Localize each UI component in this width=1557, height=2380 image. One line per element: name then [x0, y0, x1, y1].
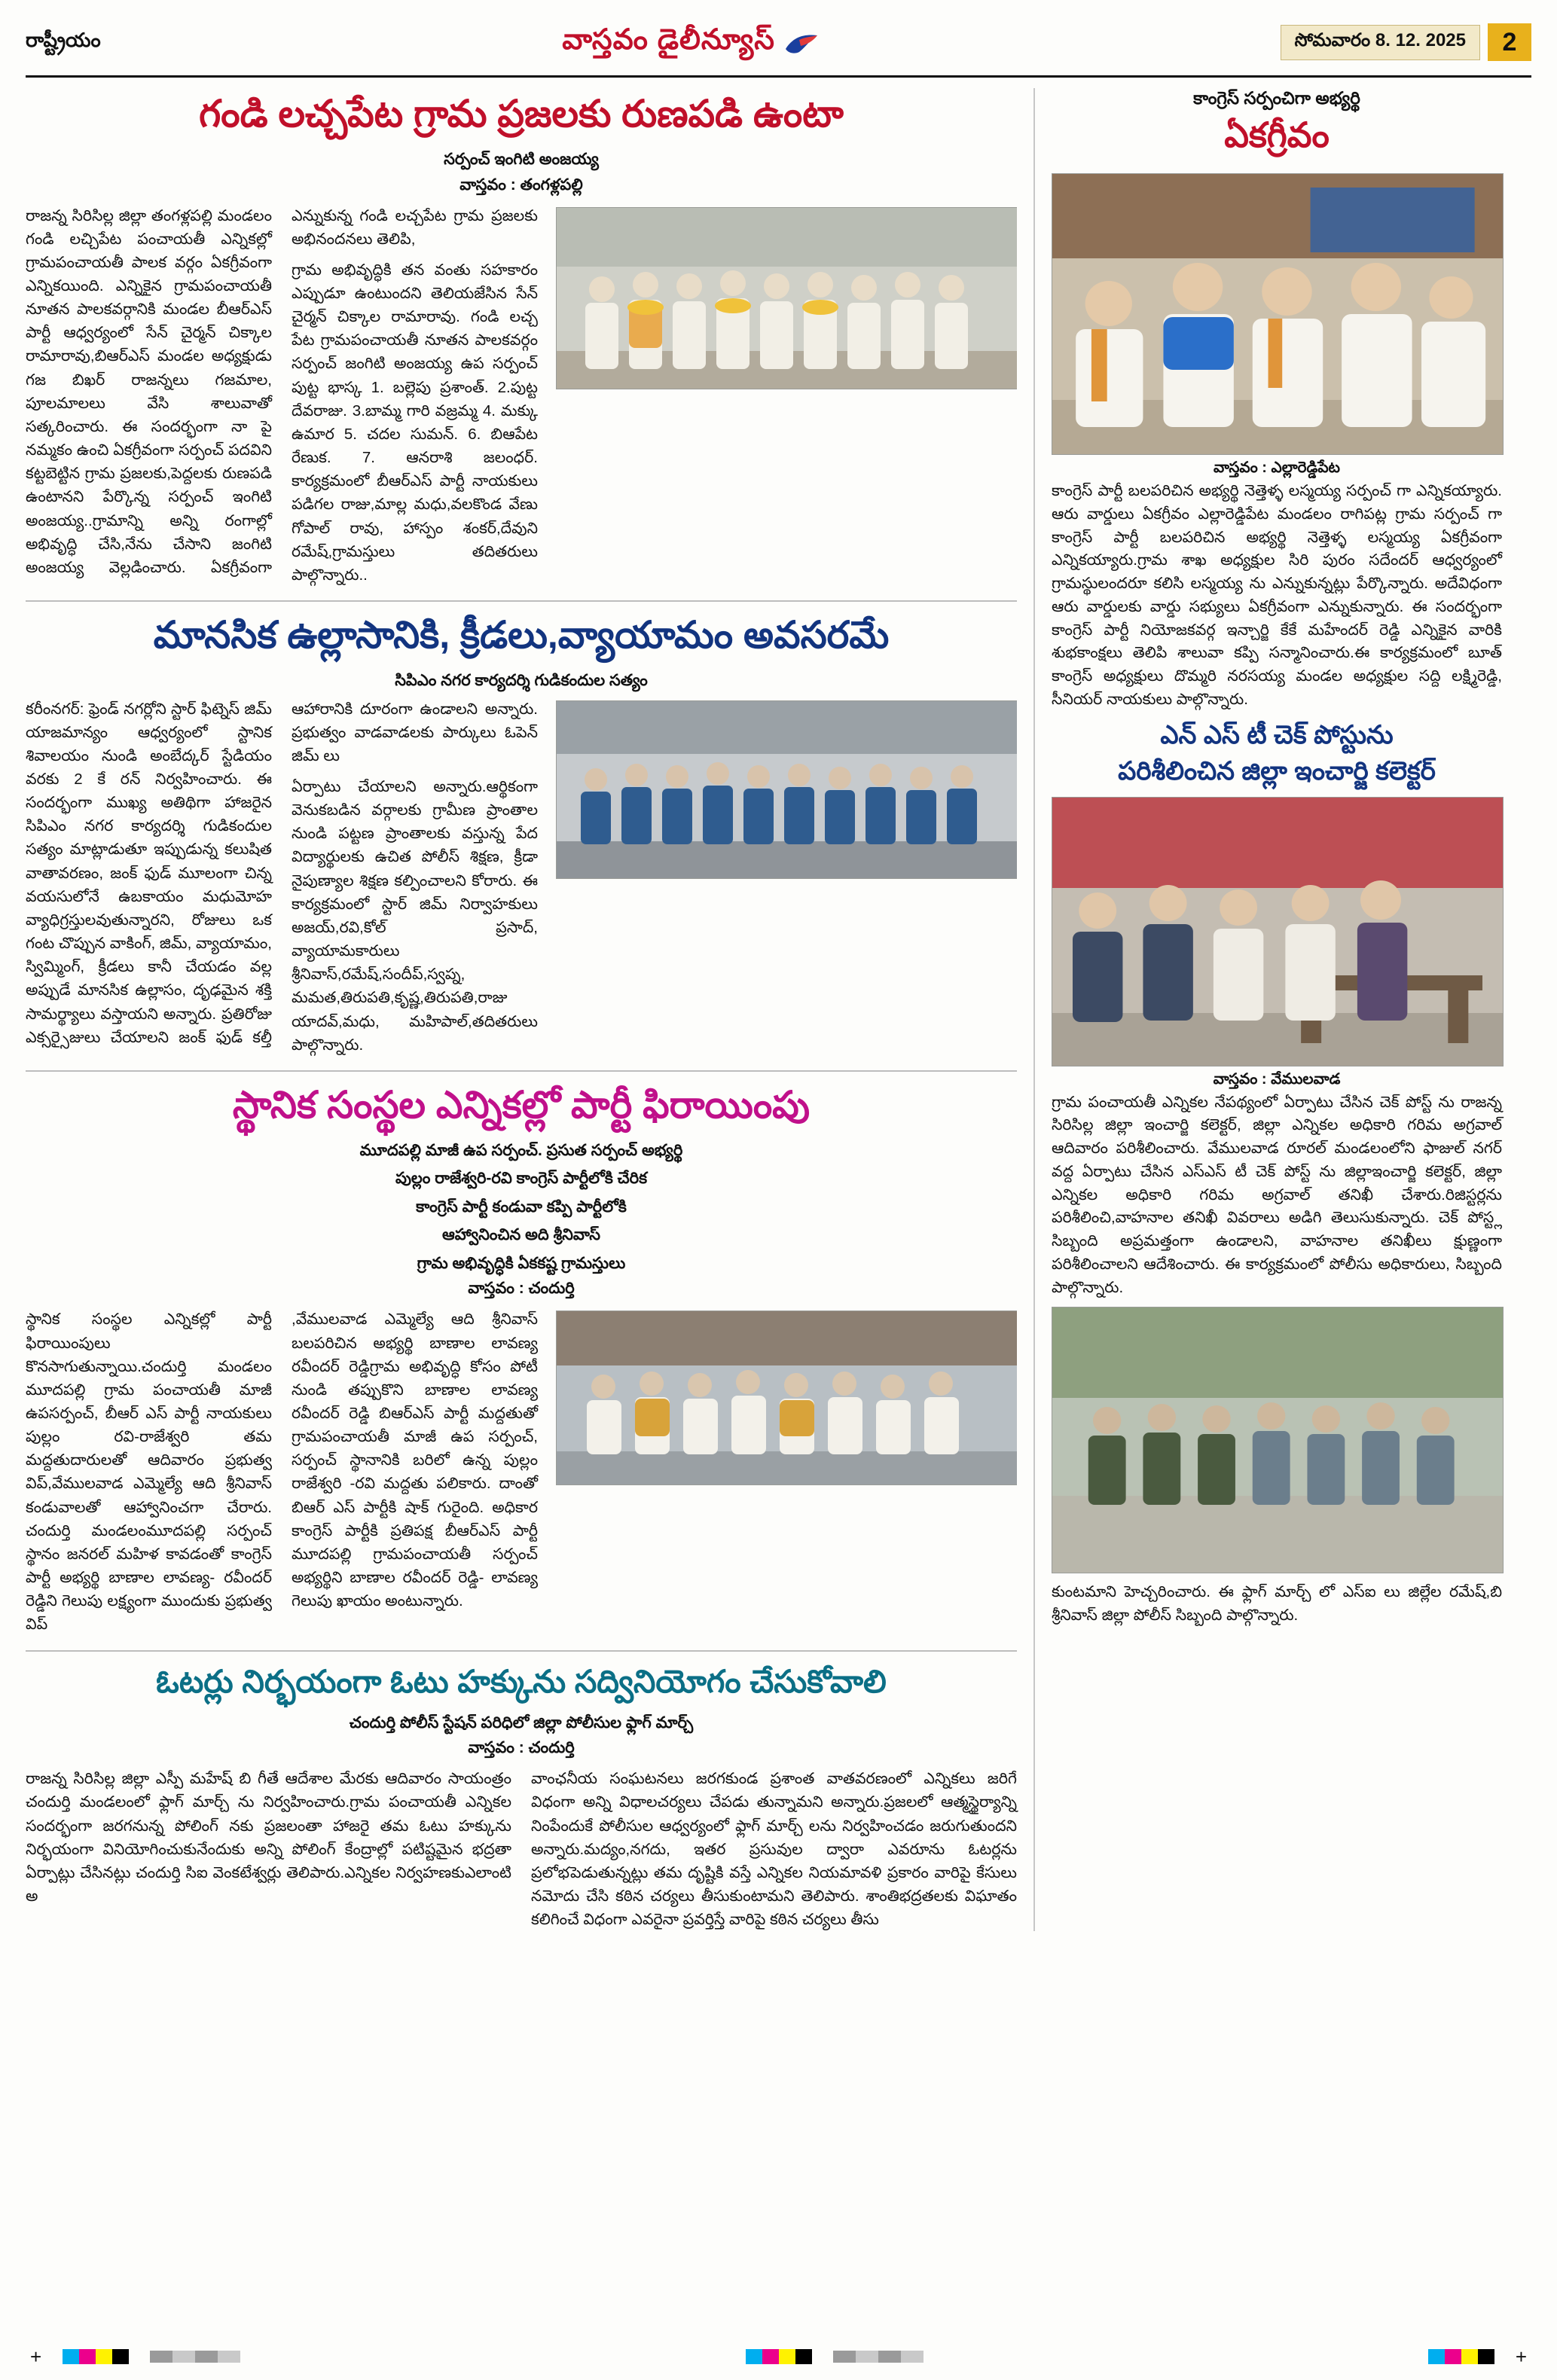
photo-group-felicitation: [556, 207, 1017, 389]
article2-byline: సిపిఎం నగర కార్యదర్శి గుడికందుల సత్యం: [395, 672, 648, 689]
photo-party-joining: [556, 1311, 1017, 1485]
divider: [26, 600, 1017, 602]
photo-checkpost-inspection: [1052, 797, 1504, 1066]
article-gandi-lachapeta: [26, 91, 1017, 587]
article1-paragraph: గ్రామ అభివృద్ధికి తన వంతు సహకారం ఎప్పుడూ ఉంటుందని తెలియజేసిన సేన్ చైర్మన్ చిక్కాల రామారావు. గండి లచ్చ పేట గ్రామపంచాయతీ నూతన పాలకవర్గం సర్పంచ్ జంగిటి అంజయ్య ఉప సర్పంచ్ పుట్ట భాస్క 1. బల్లెపు ప్రశాంత్. 2.పుట్ట దేవరాజు. 3.బామ్మ గారి వజ్రమ్మ 4. మక్కు ఉమార 5. చదల సుమన్. 6. బిఆపేట రేణుక. 7. ఆనరాశి జలంధర్. కార్యక్రమంలో బీఆర్ఎస్ పార్టీ నాయకులు పడిగల రాజు,మాల్ల మధు,వలకొండ వేణు గోపాల్ రావు, హాస్పం శంకర్,దేవుని రమేష్,గ్రామస్తులు తదితరులు పాల్గొన్నారు..: [292, 261, 538, 584]
sidebar2-title-line2: పరిశీలించిన జిల్లా ఇంచార్జి కలెక్టర్: [1118, 757, 1436, 786]
page-number: 2: [1488, 23, 1531, 61]
article-manasika-ullasaniki: [26, 612, 1017, 1057]
article3-byline-5: గ్రామ అభివృద్ధికి ఏకకష్ట గ్రామస్తులు: [417, 1254, 626, 1272]
article3-headline: స్థానిక సంస్థల ఎన్నికల్లో పార్టీ ఫిరాయింపు: [232, 1083, 811, 1126]
sidebar3-paragraph: కుంటమాని హెచ్చరించారు. ఈ ఫ్లాగ్ మార్చ్ లో ఎస్ఐ లు జిల్లేల రమేష్,బి శ్రీనివాస్ జిల్లా పోలీస్ సిబ్బంది పాల్గొన్నారు.: [1052, 1583, 1502, 1624]
sidebar2-dateline: వాస్తవం : వేములవాడ: [1213, 1070, 1341, 1088]
article1-byline: సర్పంచ్ ఇంగిటి అంజయ్య: [444, 151, 599, 168]
content-grid: [26, 88, 1531, 1931]
publication-logo: [562, 24, 819, 71]
logo-main: వాస్తవం: [562, 24, 649, 56]
article1-dateline: వాస్తవం : తంగళ్లపల్లి: [459, 175, 583, 194]
article3-byline-1: మూదపల్లి మాజీ ఉప సర్పంచ్. ప్రసుత సర్పంచ్ అభ్యర్థి: [359, 1141, 683, 1159]
sidebar1-paragraph: కాంగ్రెస్ పార్టీ బలపరిచిన అభ్యర్థి నెత్తెళ్ళ లస్మయ్య సర్పంచ్ గా ఎన్నికయ్యారు. ఆరు వార్డులు ఏకగ్రీవం ఎల్లారెడ్డిపేట మండలం రాగిపట్ల గ్రామ సర్పంచ్ గా కాంగ్రెస్ పార్టీ బలపరిచిన అభ్యర్థి నెత్తెళ్ళ లస్మయ్య ఏకగ్రీవంగా ఎన్నికయ్యారు.గ్రామ శాఖ అధ్యక్షుల సిరి పురం సదేందర్ ఆధ్వర్యంలో గ్రామస్థులందరూ కలిసి లస్మయ్య ను ఎన్నుకున్నట్లు పేర్కొన్నారు. అదేవిధంగా ఆరు వార్డులకు వార్డు సభ్యులు ఏకగ్రీవంగా ఎన్నుకున్నారు. ఈ సందర్భంగా కాంగ్రెస్ పార్టీ నియోజకవర్గ ఇన్చార్జి కేకే మహేందర్ రెడ్డి ఎన్నికైన వారికి శుభకాంక్షలు తెలిపి శాలువా కప్పి సన్మానించారు.ఈ కార్యక్రమంలో బూత్ కాంగ్రెస్ అధ్యక్షులు దొమ్మరి నరసయ్య మండల అధ్యక్షుల సద్ది లక్ష్మిరెడ్డి, సీనియర్ నాయకులు పాల్గొన్నారు.: [1052, 482, 1502, 708]
cmyk-strip-center: [746, 2349, 812, 2364]
cmyk-strip-left: [63, 2349, 129, 2364]
article4-body: [26, 1767, 1017, 1931]
article3-byline-3: కాంగ్రెస్ పార్టీ కండువా కప్పి పార్టీలోకి: [416, 1198, 627, 1216]
article3-byline-4: ఆహ్వానించిన అది శ్రీనివాస్: [442, 1226, 600, 1244]
article4-byline: చందుర్తి పోలీస్ స్టేషన్ పరిధిలో జిల్లా పోలీసుల ఫ్లాగ్ మార్చ్: [349, 1713, 694, 1732]
article3-body: [26, 1307, 538, 1636]
article3-photo: [556, 1311, 1017, 1485]
article-sthanika-samsthala: [26, 1082, 1017, 1637]
side-column: [1035, 88, 1502, 1931]
bird-icon: [784, 32, 819, 55]
photo-sweet-feeding: [1052, 173, 1504, 455]
section-label: రాష్ట్రీయం: [26, 28, 101, 51]
sidebar1-title: ఏకగ్రీవం: [1224, 115, 1330, 154]
article2-photo: [556, 700, 1017, 879]
sidebar-article-checkpost: [1052, 719, 1502, 1300]
article2-paragraph: కరీంనగర్: ఫ్రెండ్ నగర్లోని స్టార్ ఫిట్నెస్ జిమ్ యాజమాన్యం ఆధ్వర్యంలో స్టానిక శివాలయం నుండి అంబేద్కర్ స్టేడియం వరకు 2 కే రన్ నిర్వహించారు. ఈ సందర్భంగా ముఖ్య అతిథిగా హాజరైన సిపిఎం నగర కార్యదర్శి గుడికందుల సత్యం మాట్లాడుతూ ఇప్పుడున్న కలుషిత వాతావరణం, జంక్ ఫుడ్ మూలంగా చిన్న వయసులోనే ఉబకాయం మధుమోహ వ్యాధిగ్రస్తులవుతున్నారని, రోజులు ఒక గంట చొప్పున వాకింగ్, జిమ్, వ్యాయామం, స్విమ్మింగ్, క్రీడలు కానీ చేయడం వల్ల అప్పుడే మానసిక ఉల్లాసం, దృఢమైన శక్తి సామర్థ్యాలు వస్తాయని అన్నారు. ప్రతిరోజు ఎక్సర్సైజులు చేయాలని జంక్ ఫుడ్ కల్తీ ఆహారానికి దూరంగా ఉండాలని అన్నారు. ప్రభుత్వం వాడవాడలకు పార్కులు ఓపెన్ జిమ్ లు: [26, 700, 538, 1046]
article1-paragraph: రాజన్న సిరిసిల్ల జిల్లా తంగళ్లపల్లి మండలం గండి లచ్చిపేట పంచాయతీ ఎన్నికల్లో గ్రామపంచాయతీ పాలక వర్గం ఏకగ్రీవంగా ఎన్నికయింది. ఎన్నికైన గ్రామపంచాయతీ నూతన పాలకవర్గానికి మండల బీఆర్ఎస్ పార్టీ ఆధ్వర్యంలో సేన్ చైర్మన్ చిక్కాల రామారావు,బిఆర్ఎస్ మండల అధ్యక్షుడు గజ బిఖర్ రాజన్నలు గజమాల, పూలమాలలు వేసి శాలువాతో సత్కరించారు. ఈ సందర్భంగా నా పై నమ్మకం ఉంచి ఏకగ్రీవంగా సర్పంచ్ పదవిని కట్టబెట్టిన గ్రామ ప్రజలకు,పెద్దలకు రుణపడి ఉంటానని పేర్కొన్న సర్పంచ్ ఇంగిటి అంజయ్య..గ్రామాన్ని అన్ని రంగాల్లో అభివృద్ధి చేసి,నేను చేసాని జంగిటి అంజయ్య వెల్లడించారు. ఏకగ్రీవంగా ఎన్నుకున్న గండి లచ్చపేట గ్రామ ప్రజలకు అభినందనలు తెలిపి,: [26, 206, 538, 576]
divider: [26, 1650, 1017, 1652]
masthead: [26, 20, 1531, 78]
sidebar2-paragraph: గ్రామ పంచాయతీ ఎన్నికల నేపథ్యంలో ఏర్పాటు చేసిన చెక్ పోస్ట్ ను రాజన్న సిరిసిల్ల జిల్లా ఇంచార్జి కలెక్టర్, జిల్లా ఎన్నికల అధికారి గరిమ అగ్రవాల్ ఆదివారం పరిశీలించారు. వేములవాడ రూరల్ మండలంలోని ఫాజుల్ నగర్ వద్ద ఏర్పాటు చేసిన ఎస్ఎస్ టీ చెక్ పోస్ట్ ను జిల్లాఇంచార్జి కలెక్టర్, జిల్లా ఎన్నికల అధికారి గరిమ అగ్రవాల్ తనిఖీ చేశారు.రిజిస్టర్లను పరిశీలించి,వాహనాల తనిఖీ వివరాలు అడిగి తెలుసుకున్నారు. చెక్ పోస్ట్ల సిబ్బంది అప్రమత్తంగా ఉండాలని, వాహనాల తనిఖీలు క్షుణ్ణంగా పరిశీలించాలని ఆదేశించారు. ఈ కార్యక్రమంలో పోలీసు అధికారులు, సిబ్బంది పాల్గొన్నారు.: [1052, 1093, 1502, 1296]
article4-headline: ఓటర్లు నిర్భయంగా ఓటు హక్కును సద్వినియోగం చేసుకోవాలి: [156, 1663, 887, 1699]
sidebar2-title-line1: ఎన్ ఎస్ టీ చెక్ పోస్టును: [1160, 720, 1394, 749]
article1-body: [26, 204, 538, 587]
photo-gym-group: [556, 700, 1017, 879]
article4-paragraph: వాంఛనీయ సంఘటనలు జరగకుండ ప్రశాంత వాతవరణంలో ఎన్నికలు జరిగే విధంగా అన్ని విధాలచర్యలు చేపడు తున్నామని అన్నారు.ప్రజలలో ఆత్మస్థైర్యాన్ని నింపేందుకే పోలీసుల ఆధ్వర్యంలో ఫ్లాగ్ మార్చ్ లను నిర్వహించడం జరుగుతుందని అన్నారు.మద్యం,నగదు, ఇతర ప్రసువుల ద్వారా ఎవరూను ఓటర్లను ప్రలోభపెడుతున్నట్లు తమ దృష్టికి వస్తే ఎన్నికల నియమావళి ప్రకారం వారిపై కేసులు నమోదు చేసి కఠిన చర్యలు తీసుకుంటామని తెలిపారు. శాంతిభద్రతలకు విఘాతం కలిగించే విధంగా ఎవరైనా ప్రవర్తిస్తే వారిపై కఠిన చర్యలు తీసు: [531, 1770, 1017, 1929]
grey-strip-center: [833, 2351, 924, 2363]
grey-strip-left: [150, 2351, 240, 2363]
article4-dateline: వాస్తవం : చందుర్తి: [468, 1739, 575, 1757]
article3-paragraph: స్థానిక సంస్థల ఎన్నికల్లో పార్టీ ఫిరాయింపులు కొనసాగుతున్నాయి.చందుర్తి మండలం మూదపల్లి గ్రామ పంచాయతీ మాజీ ఉపసర్పంచ్, బీఆర్ ఎస్ పార్టీ నాయకులు పుల్లం రవి-రాజేశ్వరి తమ మద్దతుదారులతో ఆదివారం ప్రభుత్వ విప్,వేములవాడ ఎమ్మెల్యే ఆది శ్రీనివాస్ కండువాలతో ఆహ్వానించగా చేరారు. చందుర్తి మండలంమూదపల్లి సర్పంచ్ స్థానం జనరల్ మహిళ కావడంతో కాంగ్రెస్ పార్టీ అభ్యర్థి బాణాల లావణ్య- రవీందర్ రెడ్డిని గెలుపు లక్ష్యంగా ముందుకు ప్రభుత్వ విప్: [26, 1311, 272, 1634]
article3-byline-2: పుల్లం రాజేశ్వరి-రవి కాంగ్రెస్ పార్టీలోకి చేరిక: [395, 1170, 648, 1188]
article4-paragraph: రాజన్న సిరిసిల్ల జిల్లా ఎస్పీ మహేష్ బి గీతే ఆదేశాల మేరకు ఆదివారం సాయంత్రం చందుర్తి మండలంలో ఫ్లాగ్ మార్చ్ ను నిర్వహించారు.గ్రామ పంచాయతీ ఎన్నికల సందర్భంగా జరగనున్న పోలింగ్ నకు ప్రజలంతా హాజరై తమ ఓటు హక్కును నిర్భయంగా వినియోగించుకునేందుకు అన్ని పోలింగ్ కేంద్రాల్లో పటిష్టమైన భద్రతా ఏర్పాట్లు చేసినట్లు చందుర్తి సిఐ వెంకటేశ్వర్లు తెలిపారు.ఎన్నికల నిర్వహణకుఎలాంటి అ: [26, 1770, 511, 1906]
print-registration-footer: [0, 2347, 1557, 2366]
sidebar-flag-march: [1052, 1307, 1502, 1628]
registration-mark-icon: +: [1515, 2345, 1527, 2368]
issue-date: సోమవారం 8. 12. 2025: [1281, 25, 1480, 60]
sidebar-article-ekagrivam: [1052, 88, 1502, 712]
main-column: [26, 88, 1035, 1931]
logo-sub: డైలీన్యూస్: [657, 24, 775, 56]
sidebar1-dateline: వాస్తవం : ఎల్లారెడ్డిపేట: [1214, 459, 1340, 476]
cmyk-strip-right: [1428, 2349, 1494, 2364]
article2-body: [26, 697, 538, 1057]
article3-paragraph: ,వేములవాడ ఎమ్మెల్యే ఆది శ్రీనివాస్ బలపరిచిన అభ్యర్థి బాణాల లావణ్య రవీందర్ రెడ్డిగ్రామ అభివృద్ధి కోసం పోటీ నుండి తప్పుకొని బాణాల లావణ్య రవీందర్ రెడ్డి బిఆర్ఎస్ పార్టీ మద్దతుతో గ్రామపంచాయతీ మాజీ ఉప సర్పంచ్, సర్పంచ్ స్థానానికి బరిలో ఉన్న పుల్లం రాజేశ్వరి -రవి మద్దతు పలికారు. దాంతో బిఆర్ ఎస్ పార్టీకి షాక్ గురైంది. అధికార కాంగ్రెస్ పార్టీకి ప్రతిపక్ష బీఆర్ఎస్ పార్టీ మూదపల్లి గ్రామపంచాయతీ సర్పంచ్ అభ్యర్థిని బాణాల రవీందర్ రెడ్డి- లావణ్య గెలుపు ఖాయం అంటున్నారు.: [292, 1311, 538, 1610]
article2-headline: మానసిక ఉల్లాసానికి, క్రీడలు,వ్యాయామం అవసరమే: [153, 614, 890, 656]
article2-paragraph: ఏర్పాటు చేయాలని అన్నారు.ఆర్థికంగా వెనుకబడిన వర్గాలకు గ్రామీణ ప్రాంతాల నుండి పట్టణ ప్రాంతాలకు వస్తున్న పేద విద్యార్థులకు ఉచిత పోలీస్ శిక్షణ, క్రీడా నైపుణ్యాల శిక్షణ కల్పించాలని కోరారు. ఈ కార్యక్రమంలో స్టార్ జిమ్ నిర్వాహకులు అజయ్,రవి,కోల్ ప్రసాద్, వ్యాయామకారులు శ్రీనివాస్,రమేష్,సందీప్,స్వప్న, మమత,తిరుపతి,కృష్ణ,తిరుపతి,రాజు యాదవ్,మధు, మహిపాల్,తదితరులు పాల్గొన్నారు.: [292, 777, 538, 1054]
article3-dateline: వాస్తవం : చందుర్తి: [468, 1280, 575, 1298]
sidebar1-kicker: కాంగ్రెస్ సర్పంచిగా అభ్యర్థి: [1193, 88, 1360, 108]
registration-mark-icon: +: [30, 2345, 42, 2368]
divider: [26, 1070, 1017, 1072]
article1-headline: గండి లచ్చపేట గ్రామ ప్రజలకు రుణపడి ఉంటా: [199, 93, 844, 135]
article-voters-flag-march: [26, 1662, 1017, 1932]
masthead-right: [1281, 23, 1531, 72]
article1-photo: [556, 207, 1017, 389]
photo-police-flag-march: [1052, 1307, 1504, 1573]
